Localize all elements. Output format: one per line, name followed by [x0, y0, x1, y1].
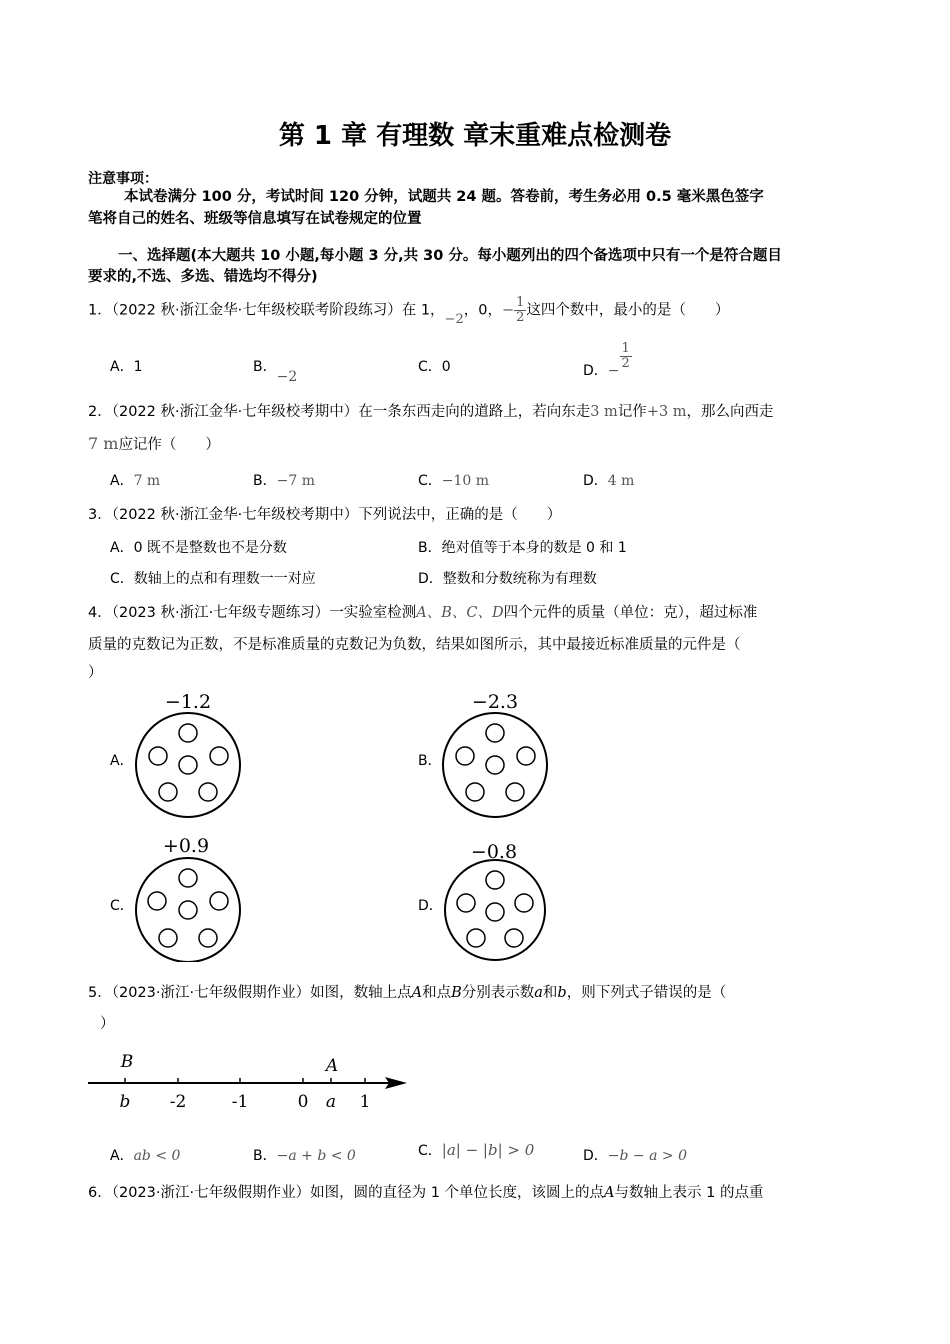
option-b[interactable]: B．−a + b < 0 [253, 1148, 356, 1164]
option-a-label[interactable]: A． [110, 753, 134, 769]
notes-line2: 笔将自己的姓名、班级等信息填写在试卷规定的位置 [88, 211, 422, 227]
mass-value: +0.9 [162, 835, 210, 857]
option-b[interactable]: B．绝对值等于本身的数是 0 和 1 [418, 540, 627, 556]
var-b: b [557, 985, 567, 1001]
question-text: （2022 秋·浙江金华·七年级校考期中）在一条东西走向的道路上，若向东走 [111, 404, 591, 420]
question-text: ，则下列式子错误的是（ [566, 985, 727, 1001]
hole [179, 724, 197, 742]
option-b[interactable]: B．−2 [253, 359, 298, 385]
notes-heading: 注意事项： [88, 171, 158, 187]
hole [515, 894, 533, 912]
hole [506, 783, 524, 801]
tick-label: b [119, 1092, 131, 1112]
question-number: 1． [88, 302, 112, 319]
question-5-line2: ） [100, 1016, 115, 1032]
hole [159, 929, 177, 947]
hole [505, 929, 523, 947]
math-value: 3 m [590, 404, 618, 420]
question-6 [88, 1182, 763, 1204]
question-text: ，0， [463, 302, 502, 319]
hole [486, 724, 504, 742]
hole [148, 892, 166, 910]
tick-label: 0 [297, 1092, 309, 1112]
hole [467, 929, 485, 947]
hole [456, 747, 474, 765]
fraction-numerator: 1 [516, 295, 525, 310]
question-text: 分别表示数 [461, 985, 535, 1001]
question-2-line2 [88, 433, 220, 456]
question-text: 应记作（ ） [118, 437, 220, 453]
question-number: 4． [88, 605, 112, 621]
option-a[interactable]: A．ab < 0 [110, 1148, 181, 1164]
question-text: 这四个数中，最小的是（ ） [526, 302, 730, 319]
question-text: （2023·浙江·七年级假期作业）如图，圆的直径为 1 个单位长度，该圆上的点 [111, 1185, 605, 1201]
option-c-figure[interactable] [130, 832, 250, 962]
option-a[interactable]: A．7 m [110, 473, 161, 489]
question-5 [88, 982, 726, 1004]
question-number: 2． [88, 404, 112, 420]
question-4-line3: ） [88, 665, 103, 681]
option-c[interactable]: C．−10 m [418, 473, 490, 489]
option-a[interactable]: A．0 既不是整数也不是分数 [110, 540, 287, 556]
hole [486, 871, 504, 889]
option-d-label[interactable]: D． [418, 898, 443, 914]
question-text: ，那么向西走 [686, 404, 774, 420]
math-value: +3 m [646, 404, 687, 420]
section1-line2: 要求的,不选、多选、错选均不得分) [88, 269, 318, 285]
label-b-top: B [120, 1052, 134, 1072]
hole [179, 756, 197, 774]
option-a-figure[interactable] [130, 688, 250, 818]
option-a[interactable]: A．1 [110, 359, 143, 375]
question-text: （2023·浙江·七年级假期作业）如图，数轴上点 [111, 985, 412, 1001]
math-value: 7 m [88, 434, 119, 453]
hole [466, 783, 484, 801]
option-d[interactable]: D．− $\frac{1}{2}$ [583, 341, 630, 379]
hole [210, 892, 228, 910]
question-number: 5． [88, 985, 112, 1001]
fraction-denominator: 2 [516, 310, 525, 325]
hole [457, 894, 475, 912]
component-circle [443, 713, 547, 817]
question-text: 四个元件的质量（单位：克），超过标准 [503, 605, 758, 621]
question-text: （2022 秋·浙江金华·七年级校考期中）下列说法中，正确的是（ ） [111, 507, 562, 523]
question-4-line2: 质量的克数记为正数，不是标准质量的克数记为负数，结果如图所示，其中最接近标准质量的元件是（ [88, 637, 741, 653]
tick-label: 1 [359, 1092, 371, 1112]
option-b-figure[interactable] [437, 688, 557, 818]
math-value: A、B、C、D [416, 605, 504, 621]
question-3 [88, 504, 561, 526]
point-b: B [451, 985, 462, 1001]
question-number: 3． [88, 507, 112, 523]
section1-line1: 一、选择题(本大题共 10 小题,每小题 3 分,共 30 分。每小题列出的四个备选项中只有一个是符合题目 [118, 248, 782, 264]
label-a-top: A [325, 1056, 339, 1076]
option-d-figure[interactable] [438, 838, 558, 968]
var-a: a [534, 985, 543, 1001]
hole [179, 869, 197, 887]
question-2 [88, 401, 774, 423]
option-d[interactable]: D．整数和分数统称为有理数 [418, 571, 597, 587]
option-b[interactable]: B．−7 m [253, 473, 315, 489]
point-a: A [411, 985, 423, 1001]
point-a: A [604, 1185, 615, 1201]
fraction [514, 296, 526, 325]
question-4 [88, 602, 757, 624]
hole [486, 756, 504, 774]
question-number: 6． [88, 1185, 112, 1201]
hole [179, 901, 197, 919]
question-text: 和点 [422, 985, 452, 1001]
option-c[interactable]: C．数轴上的点和有理数一一对应 [110, 571, 316, 587]
component-circle [136, 858, 240, 962]
question-text: （2022 秋·浙江金华·七年级校联考阶段练习）在 1， [111, 302, 445, 319]
math-sign: − [501, 302, 515, 319]
option-c-label[interactable]: C． [110, 898, 134, 914]
option-b-label[interactable]: B． [418, 753, 442, 769]
hole [486, 903, 504, 921]
tick-label: -1 [231, 1092, 249, 1112]
question-1 [88, 296, 729, 325]
question-text: 记作 [617, 404, 647, 420]
question-text: 与数轴上表示 1 的点重 [614, 1185, 764, 1201]
option-d[interactable]: D．4 m [583, 473, 635, 489]
hole [517, 747, 535, 765]
question-text: （2023 秋·浙江·七年级专题练习）一实验室检测 [111, 605, 417, 621]
tick-label: -2 [169, 1092, 187, 1112]
tick-label: a [325, 1092, 337, 1112]
notes-line1: 本试卷满分 100 分，考试时间 120 分钟，试题共 24 题。答卷前，考生务必用 0.5 毫米黑色签字 [124, 189, 764, 205]
option-d[interactable]: D．−b − a > 0 [583, 1148, 687, 1164]
mass-value: −1.2 [164, 691, 212, 713]
page-title: 第 1 章 有理数 章末重难点检测卷 [278, 121, 672, 151]
question-text: 和 [542, 985, 558, 1001]
number-line [85, 1045, 415, 1115]
hole [199, 929, 217, 947]
hole [210, 747, 228, 765]
option-c[interactable]: C．|a| − |b| > 0 [418, 1141, 535, 1159]
math-value: −2 [444, 311, 464, 327]
hole [159, 783, 177, 801]
mass-value: −0.8 [470, 841, 518, 863]
component-circle [136, 713, 240, 817]
hole [149, 747, 167, 765]
hole [199, 783, 217, 801]
option-c[interactable]: C．0 [418, 359, 451, 375]
mass-value: −2.3 [471, 691, 519, 713]
